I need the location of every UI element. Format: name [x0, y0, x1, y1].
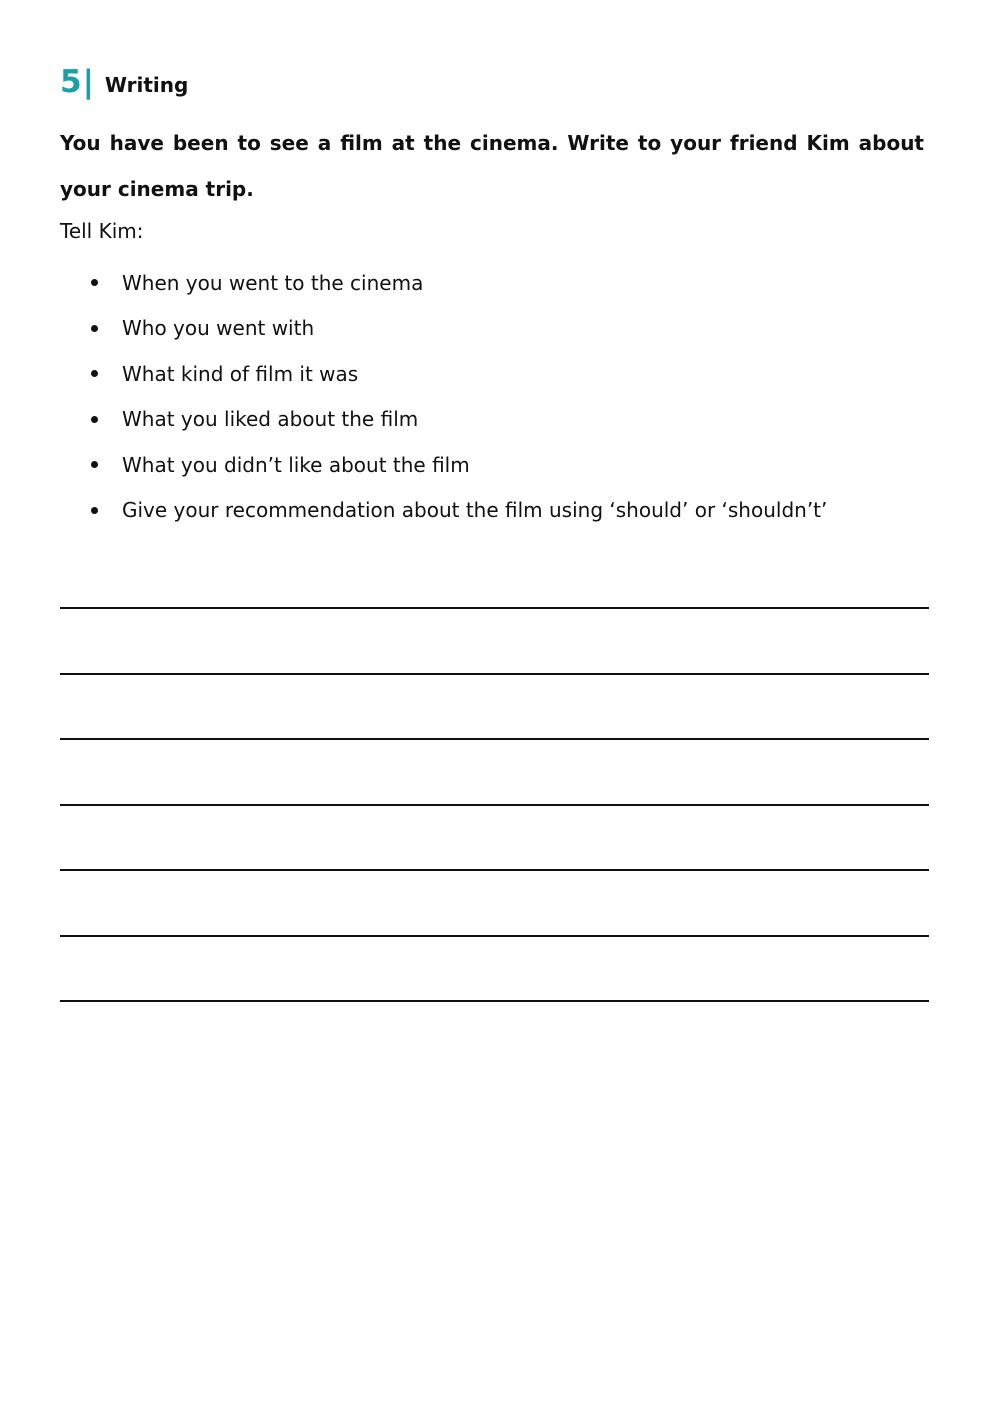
prompt-bullet-text: What kind of film it was [122, 361, 359, 386]
writing-line[interactable] [60, 804, 929, 806]
writing-line[interactable] [60, 1000, 929, 1002]
section-header [60, 62, 188, 102]
bullet-dot-icon [91, 279, 98, 286]
bullet-dot-icon [91, 416, 98, 423]
task-instruction: You have been to see a film at the cinema. Write to your friend Kim about your cinema trip. [60, 131, 924, 201]
section-separator: | [82, 64, 94, 100]
writing-line[interactable] [60, 673, 929, 675]
writing-lines[interactable] [60, 607, 929, 1066]
prompt-bullet-item [88, 306, 827, 352]
bullet-dot-icon [91, 325, 98, 332]
prompt-bullet-item [88, 397, 827, 443]
bullet-dot-icon [91, 370, 98, 377]
bullet-dot-icon [91, 461, 98, 468]
prompt-bullet-text: What you didn’t like about the film [122, 452, 470, 477]
prompt-bullet-list [88, 260, 827, 533]
prompt-bullet-text: Who you went with [122, 316, 315, 341]
prompt-bullet-text: What you liked about the film [122, 407, 419, 432]
prompt-bullet-item [88, 351, 827, 397]
writing-line[interactable] [60, 607, 929, 609]
bullet-dot-icon [91, 507, 98, 514]
section-number: 5 [60, 64, 82, 100]
prompt-bullet-text: When you went to the cinema [122, 270, 424, 295]
writing-line[interactable] [60, 738, 929, 740]
prompt-bullet-item [88, 260, 827, 306]
prompt-bullet-text: Give your recommendation about the film using ‘should’ or ‘shouldn’t’ [122, 498, 828, 523]
writing-line[interactable] [60, 869, 929, 871]
prompt-bullet-item [88, 442, 827, 488]
tell-kim-label: Tell Kim: [60, 219, 144, 243]
writing-line[interactable] [60, 935, 929, 937]
section-title: Writing [104, 73, 189, 97]
prompt-bullet-item [88, 488, 827, 534]
